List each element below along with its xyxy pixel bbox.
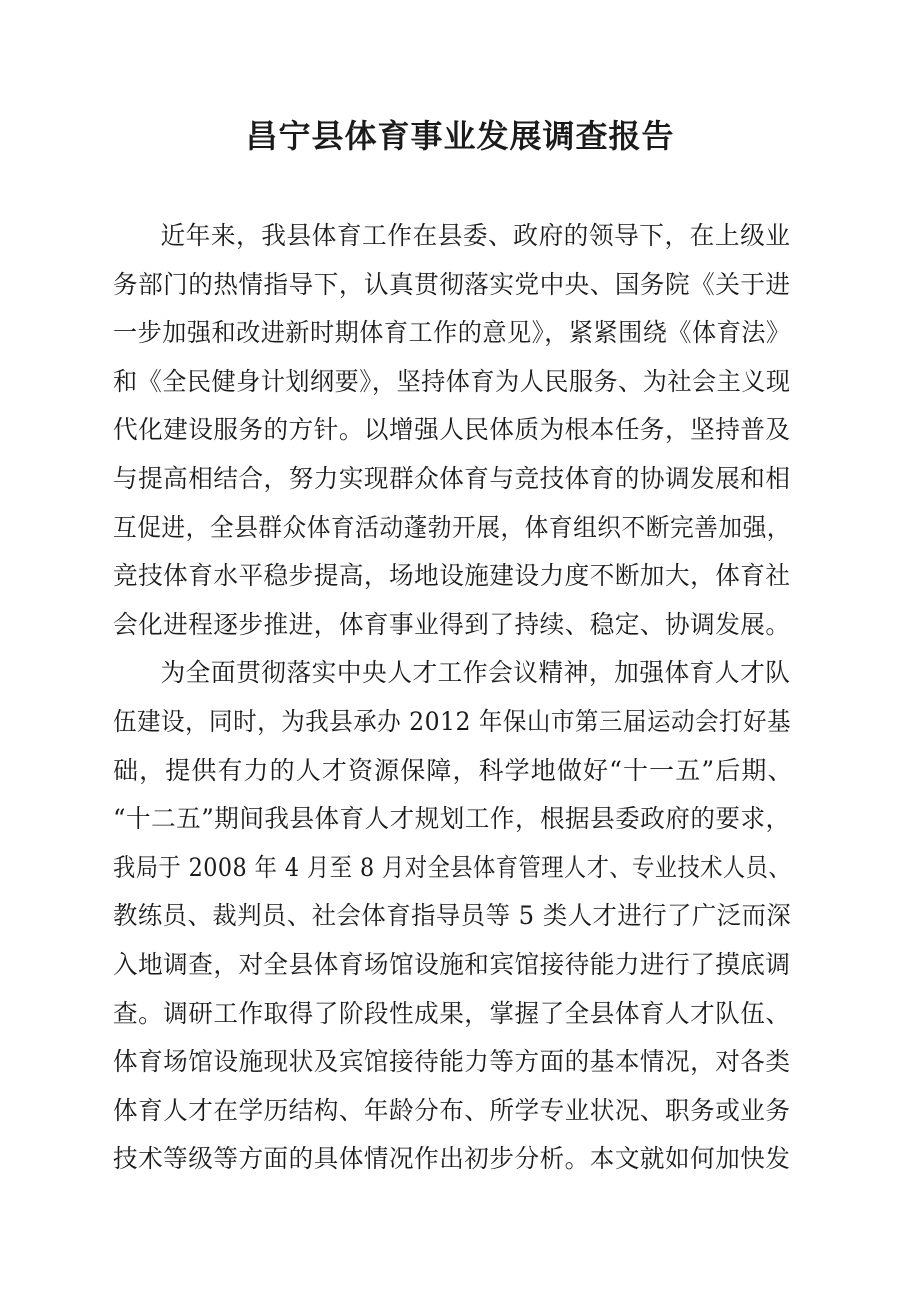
paragraph-2	[113, 649, 793, 1184]
paragraph-line: 代化建设服务的方针。以增强人民体质为根本任务，坚持普及	[113, 415, 791, 445]
document-body	[113, 212, 793, 1184]
paragraph-line: 入地调查，对全县体育场馆设施和宾馆接待能力进行了摸底调	[113, 949, 791, 979]
paragraph-line: 互促进，全县群众体育活动蓬勃开展，体育组织不断完善加强，	[113, 512, 792, 542]
paragraph-line: 与提高相结合，努力实现群众体育与竞技体育的协调发展和相	[113, 463, 791, 493]
paragraph-line: 伍建设，同时，为我县承办 2012 年保山市第三届运动会打好基	[113, 706, 792, 736]
paragraph-line: 务部门的热情指导下，认真贯彻落实党中央、国务院《关于进	[113, 269, 791, 299]
paragraph-line: 为全面贯彻落实中央人才工作会议精神，加强体育人才队	[160, 658, 791, 688]
paragraph-line: 技术等级等方面的具体情况作出初步分析。本文就如何加快发	[113, 1144, 791, 1174]
paragraph-line: 体育人才在学历结构、年龄分布、所学专业状况、职务或业务	[113, 1095, 791, 1125]
paragraph-line: 教练员、裁判员、社会体育指导员等 5 类人才进行了广泛而深	[113, 901, 792, 931]
paragraph-line: 础，提供有力的人才资源保障，科学地做好“十一五”后期、	[113, 755, 793, 785]
paragraph-1	[113, 212, 793, 649]
paragraph-line: 和《全民健身计划纲要》，坚持体育为人民服务、为社会主义现	[113, 366, 791, 396]
paragraph-line: 会化进程逐步推进，体育事业得到了持续、稳定、协调发展。	[113, 609, 791, 639]
paragraph-line: 近年来，我县体育工作在县委、政府的领导下，在上级业	[160, 221, 791, 250]
paragraph-line: 我局于 2008 年 4 月至 8 月对全县体育管理人才、专业技术人员、	[113, 852, 792, 882]
paragraph-line: “十二五”期间我县体育人才规划工作，根据县委政府的要求，	[113, 804, 791, 834]
paragraph-line: 一步加强和改进新时期体育工作的意见》，紧紧围绕《体育法》	[113, 318, 791, 348]
document-title: 昌宁县体育事业发展调查报告	[245, 117, 675, 155]
paragraph-line: 查。调研工作取得了阶段性成果，掌握了全县体育人才队伍、	[113, 998, 791, 1028]
paragraph-line: 竞技体育水平稳步提高，场地设施建设力度不断加大，体育社	[113, 561, 791, 591]
paragraph-line: 体育场馆设施现状及宾馆接待能力等方面的基本情况，对各类	[113, 1047, 791, 1077]
